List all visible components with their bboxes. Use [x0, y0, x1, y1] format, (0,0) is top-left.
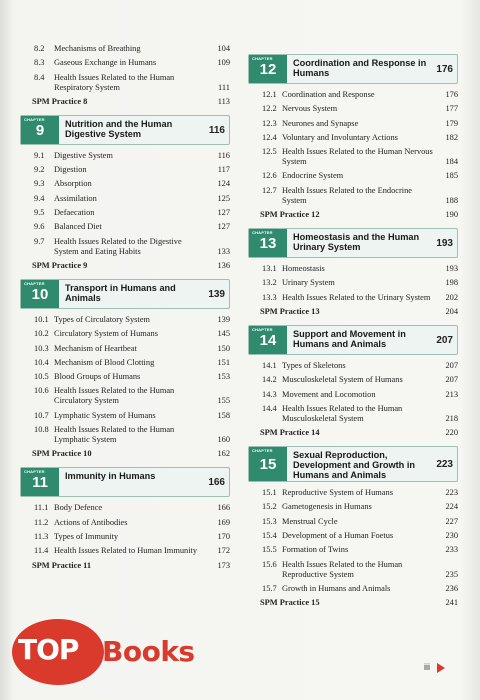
chapter-badge-label: CHAPTER: [252, 230, 273, 236]
entry-number: 11.4: [34, 546, 49, 556]
entry-number: 15.3: [262, 516, 277, 526]
entry-title: Circulatory System of Humans: [54, 329, 158, 339]
chapter-badge: [21, 468, 59, 496]
chapter-page: 116: [208, 124, 225, 136]
toc-entry[interactable]: [34, 73, 230, 93]
toc-entry[interactable]: [34, 411, 230, 421]
entry-title: Health Issues Related to the Human Musculoskeletal System: [282, 403, 403, 423]
entry-number: 13.2: [262, 278, 277, 288]
toc-entry[interactable]: [262, 560, 458, 580]
toc-entry[interactable]: [34, 344, 230, 354]
topbooks-logo: [12, 617, 212, 689]
toc-entry[interactable]: [34, 518, 230, 528]
entry-page: 158: [217, 410, 230, 420]
entry-title: Types of Circulatory System: [54, 314, 150, 324]
chapter-title: Sexual Reproduction, Development and Growth in Humans and Animals: [293, 450, 415, 481]
entry-number: 15.5: [262, 545, 277, 555]
entry-number: 10.2: [34, 329, 49, 339]
toc-entry[interactable]: [34, 372, 230, 382]
chapter-badge-label: CHAPTER: [252, 448, 273, 454]
toc-entry[interactable]: [262, 186, 458, 206]
toc-entry[interactable]: [34, 58, 230, 68]
toc-entry[interactable]: [262, 517, 458, 527]
spm-practice-page: 162: [217, 449, 230, 459]
entry-number: 10.5: [34, 372, 49, 382]
toc-entry[interactable]: [262, 104, 458, 114]
entry-title: Lymphatic System of Humans: [54, 410, 156, 420]
entry-number: 9.1: [34, 150, 45, 160]
entry-title: Health Issues Related to the Human Nervous System: [282, 147, 433, 167]
chapter-number: 11: [32, 474, 48, 492]
spm-practice-label: SPM Practice 10: [32, 449, 92, 459]
toc-entry[interactable]: [34, 315, 230, 325]
chapter-section: [24, 279, 230, 459]
chapter-page: 223: [436, 459, 453, 471]
spm-practice-page: 241: [445, 598, 458, 608]
toc-entry[interactable]: [34, 503, 230, 513]
toc-entry[interactable]: [262, 545, 458, 555]
toc-entry[interactable]: [34, 425, 230, 445]
chapter-number: 9: [35, 121, 45, 139]
entry-page: 133: [217, 246, 230, 256]
right-column: [252, 48, 458, 616]
entry-title: Movement and Locomotion: [282, 389, 376, 399]
entry-page: 109: [217, 58, 230, 68]
entry-number: 9.4: [34, 193, 45, 203]
entry-number: 11.1: [34, 503, 49, 513]
entry-page: 233: [445, 545, 458, 555]
chapter-badge-label: CHAPTER: [24, 116, 45, 122]
entry-title: Health Issues Related to the Human Reproductive System: [282, 559, 403, 579]
chapter-header-13[interactable]: [248, 228, 458, 258]
entry-number: 15.7: [262, 583, 277, 593]
chapter-page: 207: [436, 334, 453, 346]
entry-page: 151: [217, 357, 230, 367]
toc-entry[interactable]: [34, 165, 230, 175]
chapter-badge: [249, 229, 287, 257]
entry-title: Health Issues Related to the Human Lymphatic System: [54, 425, 175, 445]
entry-page: 207: [445, 360, 458, 370]
spm-practice-page: 190: [445, 210, 458, 220]
entry-number: 10.1: [34, 314, 49, 324]
entry-number: 15.1: [262, 488, 277, 498]
entry-page: 170: [217, 531, 230, 541]
entry-page: 236: [445, 583, 458, 593]
entry-page: 169: [217, 517, 230, 527]
entry-page: 125: [217, 193, 230, 203]
entry-title: Health Issues Related to the Digestive System and Eating Habits: [54, 236, 182, 256]
toc-entry[interactable]: [34, 358, 230, 368]
spm-practice-entry[interactable]: [32, 97, 230, 107]
entry-title: Body Defence: [54, 503, 103, 513]
entry-page: 207: [445, 375, 458, 385]
toc-entry[interactable]: [262, 119, 458, 129]
toc-entry[interactable]: [34, 532, 230, 542]
entry-number: 13.3: [262, 292, 277, 302]
toc-entry[interactable]: [34, 208, 230, 218]
toc-entry[interactable]: [262, 264, 458, 274]
spm-practice-label: SPM Practice 13: [260, 306, 320, 316]
entry-page: 179: [445, 118, 458, 128]
left-chapter-list: [24, 115, 230, 571]
entry-page: 176: [445, 90, 458, 99]
toc-entry[interactable]: [262, 278, 458, 288]
entry-title: Absorption: [54, 179, 92, 189]
entry-title: Urinary System: [282, 278, 335, 288]
entry-title: Defaecation: [54, 208, 95, 218]
entry-title: Actions of Antibodies: [54, 517, 128, 527]
entry-page: 153: [217, 372, 230, 382]
chapter-page: 193: [436, 238, 453, 250]
entry-page: 127: [217, 208, 230, 218]
entry-number: 14.2: [262, 375, 277, 385]
entry-title: Endocrine System: [282, 171, 344, 181]
chapter-badge: [249, 55, 287, 83]
entry-number: 10.3: [34, 343, 49, 353]
toc-entry[interactable]: [262, 584, 458, 594]
left-column: [24, 44, 230, 579]
chapter-section: [24, 115, 230, 271]
entry-title: Health Issues Related to the Endocrine System: [282, 185, 413, 205]
spm-practice-label: SPM Practice 12: [260, 210, 320, 220]
entry-page: 155: [217, 396, 230, 406]
entry-number: 9.6: [34, 222, 45, 232]
entry-title: Digestive System: [54, 150, 113, 160]
entry-number: 9.2: [34, 165, 45, 175]
page-number: iii: [424, 662, 430, 672]
toc-entry[interactable]: [262, 90, 458, 100]
toc-entry[interactable]: [262, 361, 458, 371]
toc-entry[interactable]: [34, 546, 230, 556]
entry-page: 117: [217, 165, 230, 175]
spm-practice-entry[interactable]: [32, 449, 230, 459]
toc-entry[interactable]: [34, 386, 230, 406]
chapter-header-12[interactable]: [248, 54, 458, 84]
chapter-badge: [21, 280, 59, 308]
entry-title: Mechanisms of Breathing: [54, 44, 141, 53]
right-chapter-list: [252, 54, 458, 608]
chapter-badge: [249, 447, 287, 481]
chapter-title: Nutrition and the Human Digestive System: [65, 118, 173, 139]
chapter-section: [252, 54, 458, 220]
entry-page: 166: [217, 503, 230, 513]
entry-page: 224: [445, 502, 458, 512]
spm-practice-label: SPM Practice 14: [260, 428, 320, 438]
entry-title: Formation of Twins: [282, 545, 349, 555]
entry-title: Musculoskeletal System of Humans: [282, 375, 403, 385]
entry-page: 182: [445, 132, 458, 142]
entry-title: Menstrual Cycle: [282, 516, 338, 526]
entry-page: 145: [217, 329, 230, 339]
chapter-title: Homeostasis and the Human Urinary System: [293, 232, 420, 253]
entry-page: 202: [445, 292, 458, 302]
entry-number: 9.7: [34, 236, 45, 246]
entry-title: Types of Immunity: [54, 531, 119, 541]
entry-title: Health Issues Related to the Human Circulatory System: [54, 386, 175, 406]
chapter-badge-label: CHAPTER: [24, 280, 45, 286]
spm-practice-entry[interactable]: [260, 428, 458, 438]
chapter-number: 10: [31, 285, 49, 303]
entry-number: 15.6: [262, 559, 277, 569]
entry-number: 9.5: [34, 208, 45, 218]
entry-title: Neurones and Synapse: [282, 118, 359, 128]
entry-title: Digestion: [54, 165, 87, 175]
chapter-page: 139: [208, 288, 225, 300]
entry-title: Mechanism of Blood Clotting: [54, 357, 155, 367]
chapter-header-11[interactable]: [20, 467, 230, 497]
entry-page: 127: [217, 222, 230, 232]
entry-title: Homeostasis: [282, 264, 325, 274]
spm-practice-label: SPM Practice 8: [32, 96, 88, 106]
chapter-number: 15: [259, 456, 277, 474]
entry-title: Assimilation: [54, 193, 97, 203]
chapter-header-10[interactable]: [20, 279, 230, 309]
entry-number: 10.7: [34, 410, 49, 420]
entry-title: Nervous System: [282, 104, 338, 114]
toc-entry[interactable]: [262, 293, 458, 303]
entry-page: 139: [217, 314, 230, 324]
entry-page: 227: [445, 516, 458, 526]
toc-entry[interactable]: [262, 133, 458, 143]
entry-title: Blood Groups of Humans: [54, 372, 141, 382]
chapter-badge-label: CHAPTER: [252, 56, 273, 61]
spm-practice-entry[interactable]: [32, 561, 230, 571]
spm-practice-label: SPM Practice 9: [32, 260, 88, 270]
chapter-number: 14: [259, 331, 277, 349]
entry-number: 12.4: [262, 132, 277, 142]
next-arrow-icon: [437, 663, 445, 673]
entry-title: Coordination and Response: [282, 90, 375, 99]
toc-entry[interactable]: [262, 390, 458, 400]
logo-word-top: TOP: [18, 633, 79, 666]
entry-title: Voluntary and Involuntary Actions: [282, 132, 398, 142]
entry-number: 10.6: [34, 386, 49, 396]
entry-number: 14.3: [262, 389, 277, 399]
entry-title: Types of Skeletons: [282, 360, 346, 370]
chapter-badge-label: CHAPTER: [252, 326, 273, 332]
toc-entry[interactable]: [34, 44, 230, 54]
spm-practice-page: 204: [445, 306, 458, 316]
entry-page: 188: [445, 195, 458, 205]
entry-page: 184: [445, 157, 458, 167]
spm-practice-page: 220: [445, 428, 458, 438]
toc-entry[interactable]: [262, 488, 458, 498]
chapter-title: Immunity in Humans: [65, 471, 156, 482]
chapter-badge-label: CHAPTER: [24, 469, 45, 475]
entry-title: Reproductive System of Humans: [282, 488, 393, 498]
entry-number: 15.2: [262, 502, 277, 512]
chapter-badge: [21, 116, 59, 144]
entry-number: 11.2: [34, 517, 49, 527]
toc-entry[interactable]: [262, 147, 458, 167]
chapter-title: Coordination and Response in Humans: [293, 58, 427, 78]
entry-number: 8.2: [34, 44, 45, 53]
toc-entry[interactable]: [34, 179, 230, 189]
entry-page: 177: [445, 104, 458, 114]
entry-page: 193: [445, 264, 458, 274]
entry-page: 104: [217, 44, 230, 53]
entry-number: 12.1: [262, 90, 277, 99]
logo-word-books: Books: [102, 635, 195, 668]
toc-entry[interactable]: [262, 502, 458, 512]
entry-page: 185: [445, 171, 458, 181]
chapter-page: 166: [208, 477, 225, 489]
spm-practice-entry[interactable]: [260, 210, 458, 220]
entry-page: 111: [218, 82, 230, 92]
entry-title: Health Issues Related to the Human Respiratory System: [54, 72, 175, 92]
entry-number: 12.2: [262, 104, 277, 114]
entry-title: Health Issues Related to Human Immunity: [54, 546, 198, 556]
entry-page: 235: [445, 569, 458, 579]
chapter-title: Transport in Humans and Animals: [65, 282, 176, 303]
entry-page: 198: [445, 278, 458, 288]
toc-entry[interactable]: [262, 531, 458, 541]
spm-practice-page: 113: [217, 96, 230, 106]
entry-number: 15.4: [262, 531, 277, 541]
entry-page: 150: [217, 343, 230, 353]
toc-entry[interactable]: [34, 151, 230, 161]
toc-entry[interactable]: [34, 194, 230, 204]
spm-practice-page: 136: [217, 260, 230, 270]
spm-practice-entry[interactable]: [260, 598, 458, 608]
toc-entry[interactable]: [262, 404, 458, 424]
chapter-number: 13: [259, 235, 277, 253]
chapter-section: [252, 325, 458, 438]
chapter-header-9[interactable]: [20, 115, 230, 145]
entry-page: 116: [217, 150, 230, 160]
entry-title: Balanced Diet: [54, 222, 102, 232]
entry-number: 12.7: [262, 185, 277, 195]
entry-title: Gaseous Exchange in Humans: [54, 58, 157, 68]
entry-title: Mechanism of Heartbeat: [54, 343, 137, 353]
toc-entry[interactable]: [262, 375, 458, 385]
chapter-title: Support and Movement in Humans and Animals: [293, 328, 406, 349]
spm-practice-entry[interactable]: [32, 261, 230, 271]
spm-practice-label: SPM Practice 11: [32, 560, 92, 570]
toc-entry[interactable]: [262, 171, 458, 181]
chapter-section: [24, 467, 230, 570]
chapter-section: [252, 446, 458, 608]
toc-entry[interactable]: [34, 329, 230, 339]
chapter-8-continued: [34, 44, 230, 107]
entry-title: Growth in Humans and Animals: [282, 583, 391, 593]
toc-entry[interactable]: [34, 237, 230, 257]
entry-page: 230: [445, 531, 458, 541]
spm-practice-entry[interactable]: [260, 307, 458, 317]
entry-number: 10.8: [34, 425, 49, 435]
entry-page: 213: [445, 389, 458, 399]
entry-number: 8.4: [34, 72, 45, 82]
entry-title: Health Issues Related to the Urinary System: [282, 292, 431, 302]
entry-page: 160: [217, 435, 230, 445]
entry-number: 12.3: [262, 118, 277, 128]
entry-number: 10.4: [34, 357, 49, 367]
chapter-header-15[interactable]: [248, 446, 458, 482]
entry-number: 8.3: [34, 58, 45, 68]
entry-title: Gametogenesis in Humans: [282, 502, 372, 512]
toc-entry[interactable]: [34, 222, 230, 232]
entry-title: Development of a Human Foetus: [282, 531, 394, 541]
entry-number: 11.3: [34, 531, 49, 541]
entry-number: 9.3: [34, 179, 45, 189]
chapter-badge: [249, 326, 287, 354]
spm-practice-page: 173: [217, 560, 230, 570]
entry-number: 12.6: [262, 171, 277, 181]
entry-page: 124: [217, 179, 230, 189]
entry-number: 13.1: [262, 264, 277, 274]
chapter-header-14[interactable]: [248, 325, 458, 355]
spm-practice-label: SPM Practice 15: [260, 598, 320, 608]
chapter-number: 12: [259, 61, 277, 78]
entry-page: 223: [445, 488, 458, 498]
entry-page: 218: [445, 413, 458, 423]
chapter-page: 176: [436, 64, 453, 75]
entry-number: 14.4: [262, 403, 277, 413]
entry-number: 12.5: [262, 147, 277, 157]
entry-page: 172: [217, 546, 230, 556]
chapter-section: [252, 228, 458, 317]
entry-number: 14.1: [262, 360, 277, 370]
